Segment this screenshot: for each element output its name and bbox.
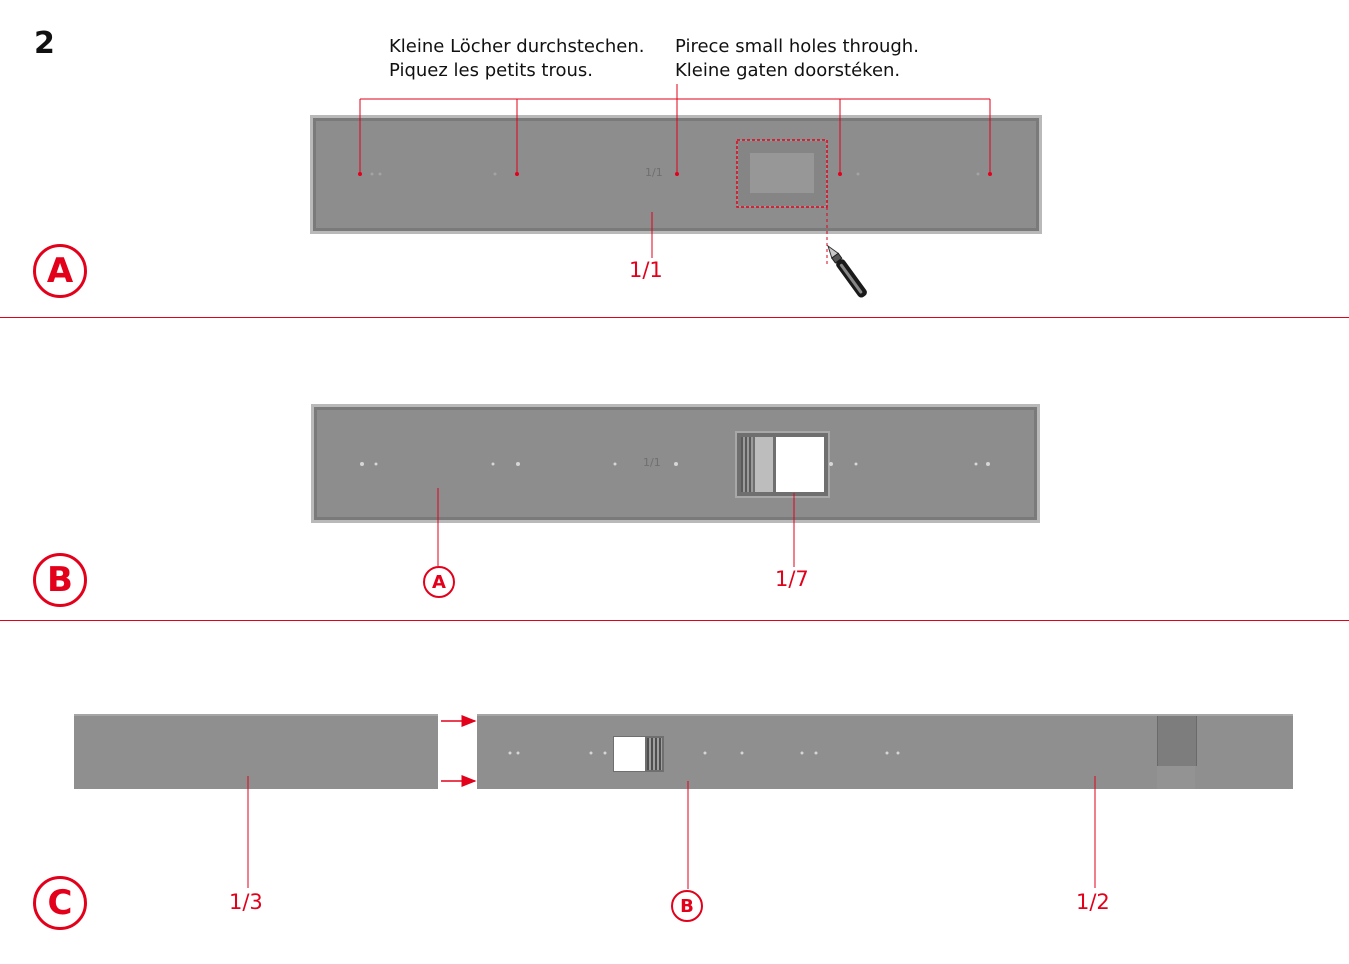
embossed-mark-a: 1/1 — [645, 166, 663, 179]
instruction-french: Piquez les petits trous. — [389, 60, 594, 81]
section-badge-b: B — [33, 553, 87, 607]
instruction-english: Pirece small holes through. — [675, 36, 919, 57]
reference-badge-b: B — [671, 890, 703, 922]
section-badge-c: C — [33, 876, 87, 930]
instruction-dutch: Kleine gaten doorstéken. — [675, 60, 901, 81]
hole-pointer-bracket — [360, 84, 990, 174]
section-badge-a: A — [33, 244, 87, 298]
hole-marks-a — [358, 172, 992, 176]
reference-badge-a: A — [423, 566, 455, 598]
step-number: 2 — [34, 26, 55, 61]
cut-outline — [737, 140, 827, 207]
hobby-knife-icon — [824, 243, 869, 299]
instruction-german: Kleine Löcher durchstechen. — [389, 36, 645, 57]
embossed-mark-b: 1/1 — [643, 456, 661, 469]
part-label-1-2: 1/2 — [1076, 890, 1110, 914]
part-label-1-7: 1/7 — [775, 567, 809, 591]
holes-b — [360, 462, 990, 466]
holes-c — [509, 752, 900, 755]
part-label-1-1: 1/1 — [629, 258, 663, 282]
part-label-1-3: 1/3 — [229, 890, 263, 914]
